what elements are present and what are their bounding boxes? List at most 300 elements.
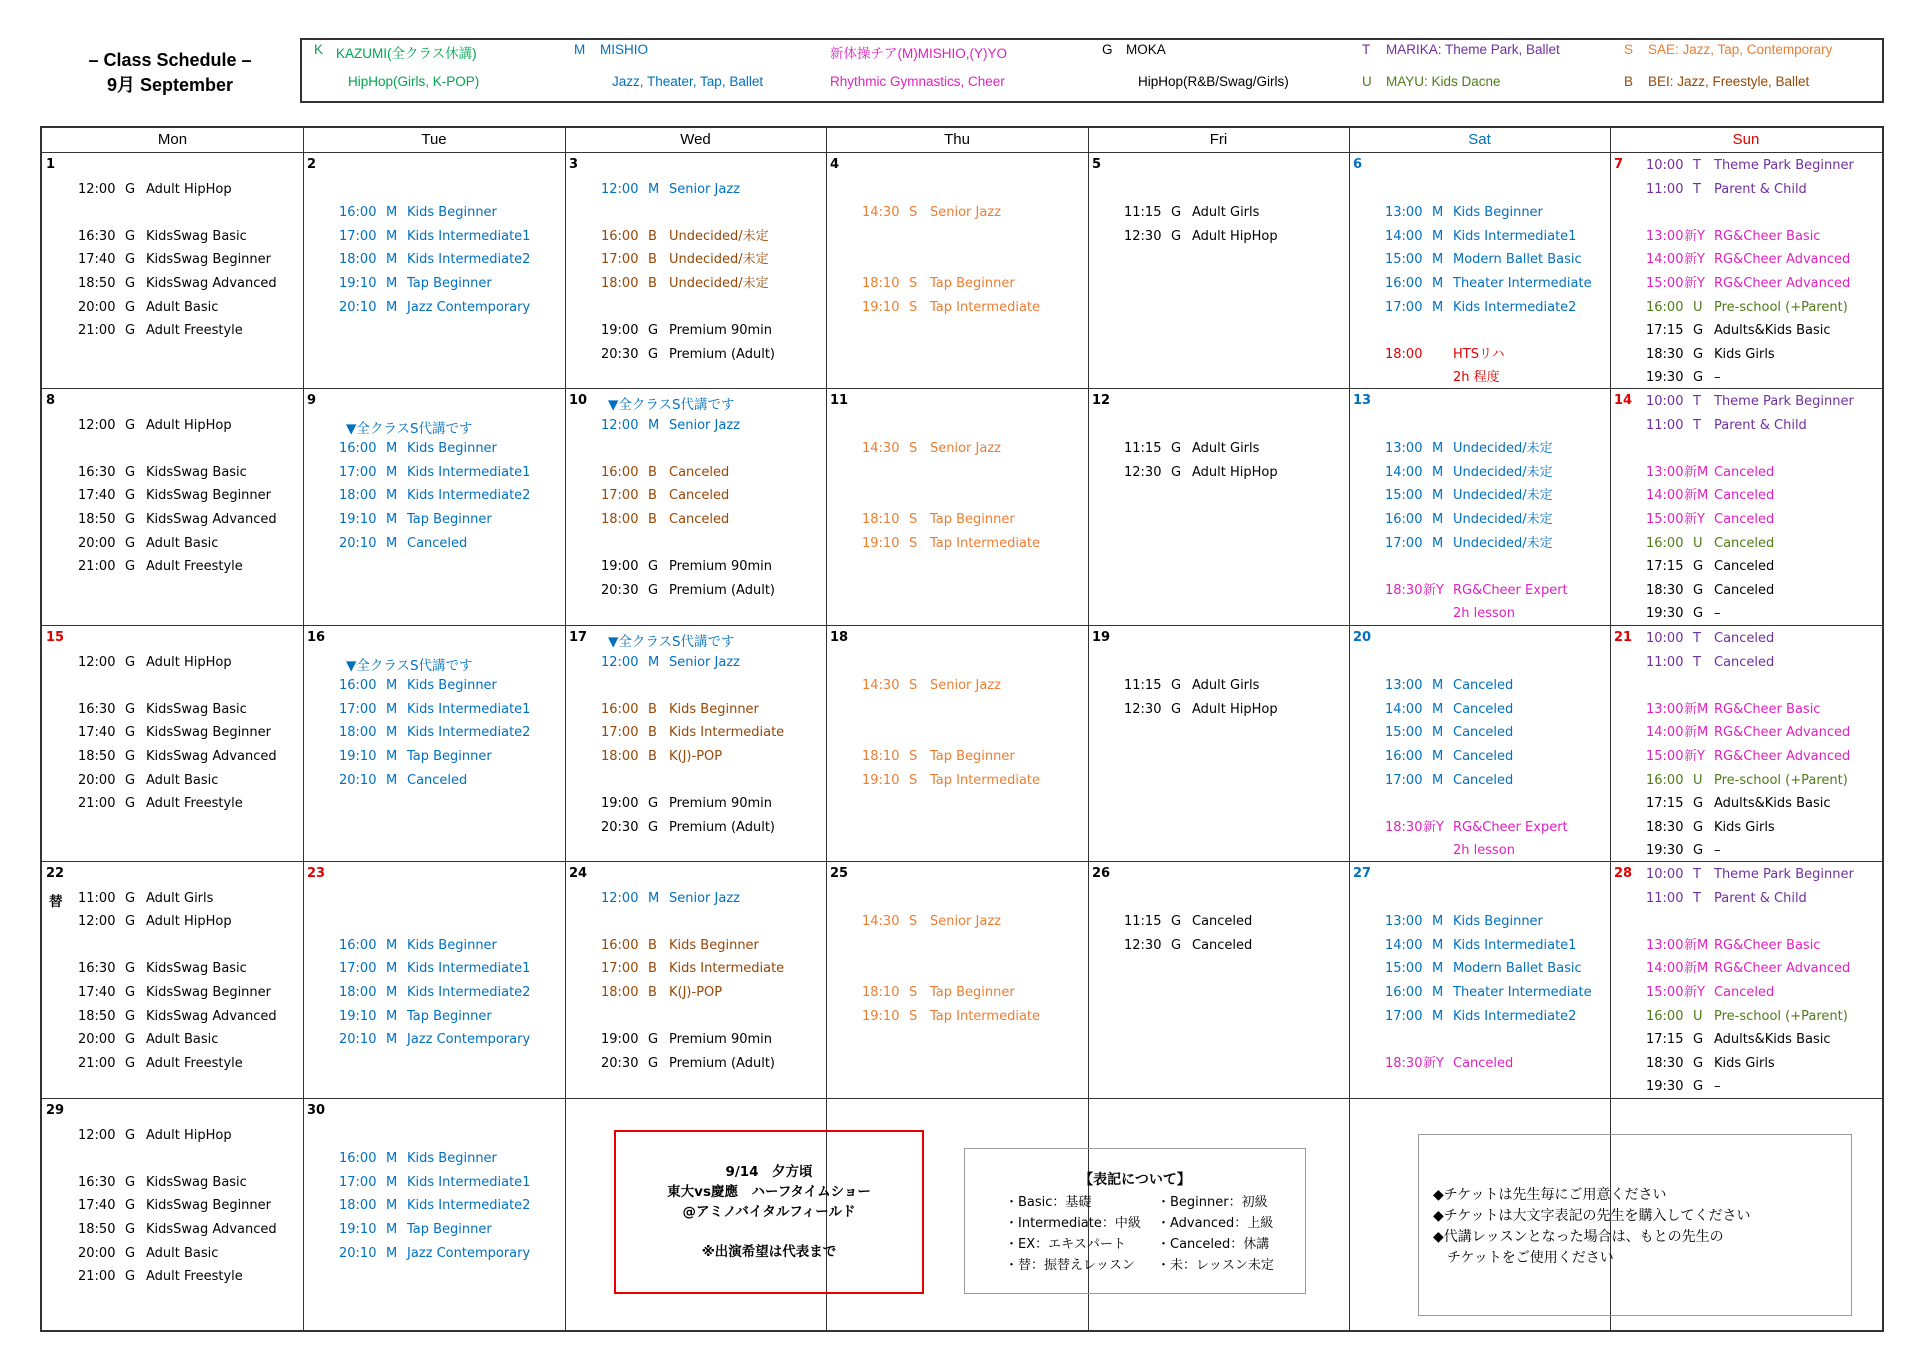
calendar-day-cell <box>1611 153 1881 387</box>
class-entry <box>1611 1005 1881 1029</box>
class-entry <box>1611 532 1881 556</box>
instructor-code: U <box>1693 535 1703 551</box>
instructor-code: B <box>648 228 657 244</box>
calendar-day-cell <box>43 626 302 860</box>
class-entry <box>1350 698 1609 722</box>
class-time: 15:00 <box>1646 512 1684 527</box>
class-time: 11:00 <box>78 890 116 906</box>
class-name: KidsSwag Advanced <box>146 1008 277 1024</box>
instructor-code: G <box>1693 582 1704 598</box>
calendar-day-cell <box>827 862 1087 1097</box>
class-time: 19:00 <box>601 323 639 339</box>
day-number: 6 <box>1353 157 1363 172</box>
instructor-code: G <box>125 559 136 575</box>
calendar-day-cell <box>566 389 825 624</box>
class-entry <box>566 319 825 343</box>
class-time: 19:10 <box>339 512 377 527</box>
class-name: KidsSwag Basic <box>146 1174 247 1190</box>
instructor-code: S <box>909 772 918 788</box>
class-name: Canceled <box>669 464 730 480</box>
ticket-note-line: チケットをご使用ください <box>1433 1250 1614 1266</box>
class-name: Canceled <box>1714 631 1775 646</box>
class-name: Tap Beginner <box>930 985 1015 1000</box>
class-entry <box>1611 863 1881 887</box>
instructor-code: G <box>125 181 136 197</box>
class-time: 18:00 <box>339 725 377 741</box>
instructor-code: M <box>1432 205 1444 221</box>
class-name: Canceled <box>1714 535 1775 551</box>
class-time: 19:00 <box>601 796 639 812</box>
class-name: Adult HipHop <box>1192 464 1278 480</box>
class-entry <box>1350 1052 1609 1076</box>
class-entry <box>1089 674 1348 698</box>
class-name: Kids Beginner <box>407 441 497 457</box>
instructor-code: 新M <box>1684 488 1709 504</box>
class-entry <box>304 296 564 320</box>
calendar-day-cell <box>566 153 825 387</box>
class-time: 10:00 <box>1646 394 1684 409</box>
class-entry <box>566 745 825 769</box>
instructor-code: G <box>125 488 136 504</box>
class-time: 20:00 <box>78 1032 116 1048</box>
calendar-day-cell <box>1611 626 1881 860</box>
class-time: 18:30 <box>1385 819 1423 835</box>
class-entry <box>1611 887 1881 911</box>
class-name: – <box>1714 606 1721 622</box>
class-time: 16:00 <box>1385 749 1423 764</box>
day-number: 19 <box>1092 630 1111 645</box>
class-name: Canceled <box>1714 512 1775 527</box>
day-number: 26 <box>1092 866 1111 881</box>
instructor-code: G <box>125 725 136 741</box>
instructor-code: M <box>386 464 398 480</box>
class-name: Senior Jazz <box>930 441 1001 457</box>
class-entry <box>43 721 302 745</box>
instructor-code: M <box>1432 985 1444 1000</box>
instructor-code: G <box>1693 559 1704 575</box>
class-name: Canceled <box>1453 678 1514 694</box>
class-name: Kids Intermediate1 <box>407 1174 531 1190</box>
class-name: Adults&Kids Basic <box>1714 1032 1831 1048</box>
class-entry <box>566 555 825 579</box>
class-name: Undecided/未定 <box>669 252 769 268</box>
instructor-code: G <box>1171 914 1182 930</box>
class-name: RG&Cheer Advanced <box>1714 961 1851 977</box>
class-name: Kids Girls <box>1714 1055 1775 1071</box>
class-entry <box>304 461 564 485</box>
class-time: 18:30 <box>1646 582 1684 598</box>
class-name: – <box>1714 370 1721 386</box>
class-time: 18:00 <box>601 276 639 291</box>
instructor-code: M <box>1432 276 1444 291</box>
instructor-code: G <box>1171 441 1182 457</box>
class-entry <box>566 887 825 911</box>
class-name: Theater Intermediate <box>1453 985 1592 1000</box>
class-time: 20:10 <box>339 535 377 551</box>
instructor-code: B <box>648 252 657 268</box>
class-entry <box>566 934 825 958</box>
instructor-code: M <box>386 985 398 1000</box>
class-name: Kids Beginner <box>407 205 497 221</box>
day-number: 14 <box>1614 393 1633 408</box>
class-name: Adult Girls <box>1192 205 1260 221</box>
class-time: 14:00 <box>1646 252 1684 268</box>
instructor-code: S <box>909 749 918 764</box>
instructor-code: M <box>1432 488 1444 504</box>
calendar-day-cell <box>827 389 1087 624</box>
class-entry <box>1611 579 1881 603</box>
day-number: 5 <box>1092 157 1102 172</box>
class-entry <box>1350 674 1609 698</box>
instructor-code: M <box>1432 725 1444 741</box>
instructor-code: 新M <box>1684 937 1709 953</box>
class-name: Kids Intermediate1 <box>407 464 531 480</box>
instructor-code: G <box>125 1032 136 1048</box>
notation-title: 【表記について】 <box>1079 1172 1191 1188</box>
class-entry <box>1350 816 1609 840</box>
class-entry <box>1350 532 1609 556</box>
class-time: 11:15 <box>1124 914 1162 930</box>
class-time: 20:00 <box>78 299 116 315</box>
class-name: Adult Girls <box>146 890 214 906</box>
instructor-code: T <box>1693 158 1701 173</box>
class-name: Tap Intermediate <box>930 299 1041 315</box>
class-time: 10:00 <box>1646 867 1684 882</box>
class-time: 16:00 <box>601 701 639 717</box>
class-entry <box>43 887 302 911</box>
instructor-code: M <box>1432 937 1444 953</box>
instructor-code: M <box>648 417 660 433</box>
class-time: 19:30 <box>1646 370 1684 386</box>
class-entry <box>566 178 825 202</box>
instructor-code: S <box>909 985 918 1000</box>
instructor-code: T <box>1693 394 1701 409</box>
class-entry <box>1611 296 1881 320</box>
class-time: 13:00 <box>1385 914 1423 930</box>
class-time: 18:50 <box>78 1222 116 1237</box>
instructor-code: M <box>1432 441 1444 457</box>
instructor-code: 新Y <box>1684 228 1705 244</box>
instructor-code: G <box>648 323 659 339</box>
class-time: 12:00 <box>601 890 639 906</box>
class-time: 17:40 <box>78 1198 116 1214</box>
class-name: Undecided/未定 <box>669 228 769 244</box>
instructor-code: G <box>125 1222 136 1237</box>
class-time: 16:30 <box>78 1174 116 1190</box>
class-name: Kids Beginner <box>407 937 497 953</box>
instructor-code: M <box>386 228 398 244</box>
class-entry <box>1611 390 1881 414</box>
class-name: Canceled <box>1453 1055 1514 1071</box>
class-entry <box>1611 769 1881 793</box>
class-time: 17:40 <box>78 725 116 741</box>
class-name: KidsSwag Basic <box>146 961 247 977</box>
class-name: Tap Beginner <box>407 512 492 527</box>
notation-item: ・Basic：基礎 <box>1005 1195 1092 1210</box>
class-entry <box>566 721 825 745</box>
class-entry <box>566 651 825 675</box>
class-name: RG&Cheer Basic <box>1714 228 1821 244</box>
instructor-code: G <box>125 535 136 551</box>
class-name: Adult Basic <box>146 535 219 551</box>
instructor-code: M <box>386 1245 398 1261</box>
class-time: 12:00 <box>78 1127 116 1143</box>
class-time: 19:30 <box>1646 606 1684 622</box>
notation-item: ・Canceled：休講 <box>1157 1237 1270 1252</box>
class-time: 14:00 <box>1385 228 1423 244</box>
class-time: 18:30 <box>1385 1055 1423 1071</box>
class-entry <box>304 981 564 1005</box>
class-entry <box>304 745 564 769</box>
schedule-title-line2: 9月 September <box>106 75 234 95</box>
class-name: KidsSwag Basic <box>146 464 247 480</box>
class-time: 20:00 <box>78 1245 116 1261</box>
class-entry <box>1611 816 1881 840</box>
class-name: Tap Beginner <box>930 276 1015 291</box>
class-time: 11:00 <box>1646 654 1684 670</box>
class-entry <box>566 792 825 816</box>
class-entry <box>43 414 302 438</box>
day-header-thu: Thu <box>944 131 970 148</box>
class-entry <box>1350 910 1609 934</box>
class-time: 18:00 <box>601 512 639 527</box>
instructor-code: B <box>648 749 657 764</box>
event-line <box>616 1222 922 1242</box>
class-time: 16:00 <box>1385 276 1423 291</box>
class-time: 15:00 <box>1646 749 1684 764</box>
class-time: 18:10 <box>862 512 900 527</box>
class-time: 16:00 <box>601 464 639 480</box>
instructor-code: M <box>386 772 398 788</box>
class-name: Canceled <box>669 488 730 504</box>
instructor-code: T <box>1693 890 1701 906</box>
instructor-code: G <box>648 819 659 835</box>
notation-item: ・Advanced：上級 <box>1157 1216 1274 1231</box>
class-entry <box>827 532 1087 556</box>
class-name: Tap Intermediate <box>930 535 1041 551</box>
instructor-code: 新M <box>1684 725 1709 741</box>
class-entry <box>1611 981 1881 1005</box>
class-entry <box>43 910 302 934</box>
class-time: 14:00 <box>1646 488 1684 504</box>
ticket-note-line: ◆チケットは先生毎にご用意ください <box>1433 1187 1667 1203</box>
class-entry <box>1350 745 1609 769</box>
instructor-code: M <box>386 725 398 741</box>
class-entry <box>304 1242 564 1266</box>
calendar-day-cell <box>1611 389 1881 624</box>
class-time: 13:00 <box>1646 937 1684 953</box>
class-entry <box>1611 225 1881 249</box>
class-entry <box>1089 461 1348 485</box>
class-time: 18:00 <box>601 749 639 764</box>
class-entry <box>1089 225 1348 249</box>
instructor-code: G <box>1171 228 1182 244</box>
day-header-sat: Sat <box>1468 131 1491 148</box>
class-name: KidsSwag Beginner <box>146 488 271 504</box>
class-name: Jazz Contemporary <box>407 1032 531 1048</box>
class-name: RG&Cheer Advanced <box>1714 252 1851 268</box>
class-entry <box>566 1052 825 1076</box>
class-name: Undecided/未定 <box>1453 535 1553 551</box>
class-entry <box>1611 248 1881 272</box>
instructor-code: 新M <box>1684 961 1709 977</box>
class-time: 18:50 <box>78 276 116 291</box>
class-entry <box>1350 602 1609 624</box>
instructor-code: G <box>125 985 136 1000</box>
class-entry <box>1350 957 1609 981</box>
instructor-code: M <box>1432 678 1444 694</box>
class-time: 16:00 <box>1646 772 1684 788</box>
class-name: Parent & Child <box>1714 417 1807 433</box>
class-time: 18:30 <box>1385 582 1423 598</box>
instructor-code: T <box>1693 631 1701 646</box>
instructor-code: U <box>1693 772 1703 788</box>
calendar-day-cell <box>1089 389 1348 624</box>
class-name: KidsSwag Beginner <box>146 1198 271 1214</box>
instructor-code: T <box>1693 867 1701 882</box>
class-name: Theater Intermediate <box>1453 276 1592 291</box>
instructor-code: M <box>1432 914 1444 930</box>
instructor-code: S <box>909 1008 918 1024</box>
class-time: 13:00 <box>1646 701 1684 717</box>
instructor-code: M <box>386 701 398 717</box>
class-name: Tap Beginner <box>930 749 1015 764</box>
class-name: Pre-school (+Parent) <box>1714 299 1848 315</box>
class-entry <box>1611 1028 1881 1052</box>
class-time: 11:15 <box>1124 678 1162 694</box>
class-entry <box>304 1005 564 1029</box>
class-time: 20:10 <box>339 1032 377 1048</box>
class-entry <box>43 1194 302 1218</box>
legend-code: K <box>314 42 324 57</box>
class-name: Premium (Adult) <box>669 1055 775 1071</box>
class-time: 17:00 <box>339 1174 377 1190</box>
day-number: 1 <box>46 157 56 172</box>
class-name: KidsSwag Advanced <box>146 1222 277 1237</box>
class-time: 18:30 <box>1646 819 1684 835</box>
class-name: Kids Girls <box>1714 819 1775 835</box>
class-entry <box>1611 508 1881 532</box>
legend-teacher-styles: HipHop(R&B/Swag/Girls) <box>1138 74 1289 89</box>
instructor-code: M <box>386 252 398 268</box>
class-entry <box>43 792 302 816</box>
notation-item: ・未：レッスン未定 <box>1157 1258 1274 1273</box>
class-entry <box>827 745 1087 769</box>
day-number: 28 <box>1614 866 1633 881</box>
class-name: Adult Basic <box>146 772 219 788</box>
class-name: Premium 90min <box>669 559 773 575</box>
instructor-code: 新M <box>1684 464 1709 480</box>
day-number: 20 <box>1353 630 1372 645</box>
legend-code: U <box>1362 74 1372 89</box>
class-name: RG&Cheer Advanced <box>1714 276 1851 291</box>
class-entry <box>1350 981 1609 1005</box>
instructor-code: G <box>125 299 136 315</box>
day-number: 27 <box>1353 866 1372 881</box>
instructor-code: 新Y <box>1423 819 1444 835</box>
class-time: 18:10 <box>862 276 900 291</box>
class-name: Parent & Child <box>1714 890 1807 906</box>
class-name: K(J)-POP <box>669 749 723 764</box>
calendar-day-cell <box>43 862 302 1097</box>
calendar-day-cell <box>566 862 825 1097</box>
class-entry <box>566 579 825 603</box>
instructor-code: G <box>125 323 136 339</box>
class-name: Kids Intermediate2 <box>407 725 531 741</box>
class-name: Adult Freestyle <box>146 323 243 339</box>
class-name: Kids Girls <box>1714 346 1775 362</box>
class-time: 15:00 <box>1646 276 1684 291</box>
schedule-title-line1: – Class Schedule – <box>88 50 252 70</box>
instructor-code: G <box>1693 1079 1704 1095</box>
class-entry <box>43 1218 302 1242</box>
instructor-code: M <box>1432 1008 1444 1024</box>
day-number: 24 <box>569 866 588 881</box>
class-time: 17:15 <box>1646 559 1684 575</box>
class-name: Senior Jazz <box>669 890 740 906</box>
class-time: 21:00 <box>78 796 116 812</box>
instructor-code: G <box>125 1008 136 1024</box>
class-time: 20:10 <box>339 299 377 315</box>
class-entry <box>304 698 564 722</box>
instructor-code: B <box>648 512 657 527</box>
class-name: Tap Intermediate <box>930 772 1041 788</box>
instructor-code: 新Y <box>1684 512 1705 527</box>
class-name: – <box>1714 843 1721 859</box>
class-time: 15:00 <box>1385 252 1423 268</box>
class-name: Senior Jazz <box>930 678 1001 694</box>
class-time: 17:00 <box>1385 299 1423 315</box>
class-entry <box>1611 792 1881 816</box>
class-entry <box>1350 366 1609 387</box>
class-entry <box>1611 651 1881 675</box>
class-name: Undecided/未定 <box>1453 464 1553 480</box>
instructor-code: M <box>386 441 398 457</box>
class-time: 17:15 <box>1646 323 1684 339</box>
class-name: Theme Park Beginner <box>1714 394 1854 409</box>
class-entry <box>304 201 564 225</box>
calendar-day-cell <box>43 1099 302 1329</box>
class-time: 12:00 <box>601 181 639 197</box>
class-time: 19:10 <box>339 1222 377 1237</box>
instructor-code: M <box>1432 749 1444 764</box>
instructor-code: M <box>386 1174 398 1190</box>
instructor-code: U <box>1693 299 1703 315</box>
calendar-day-cell <box>827 153 1087 387</box>
class-entry <box>566 698 825 722</box>
class-entry <box>827 296 1087 320</box>
instructor-code: S <box>909 914 918 930</box>
instructor-code: S <box>909 205 918 221</box>
class-time: 18:50 <box>78 512 116 527</box>
class-time: 18:30 <box>1646 346 1684 362</box>
day-number: 15 <box>46 630 65 645</box>
class-entry <box>43 1052 302 1076</box>
event-line: ※出演希望は代表まで <box>701 1244 837 1260</box>
class-name: HTSリハ <box>1453 346 1505 362</box>
instructor-code: G <box>1693 819 1704 835</box>
legend-code: G <box>1102 42 1113 57</box>
class-time: 21:00 <box>78 559 116 575</box>
class-time: 17:40 <box>78 985 116 1000</box>
instructor-code: M <box>386 1222 398 1237</box>
instructor-code: U <box>1693 1008 1703 1024</box>
legend-teacher-styles: Jazz, Theater, Tap, Ballet <box>612 74 764 89</box>
class-entry <box>304 272 564 296</box>
instructor-code: T <box>1693 417 1701 433</box>
calendar-day-cell <box>827 626 1087 860</box>
day-number: 3 <box>569 157 579 172</box>
